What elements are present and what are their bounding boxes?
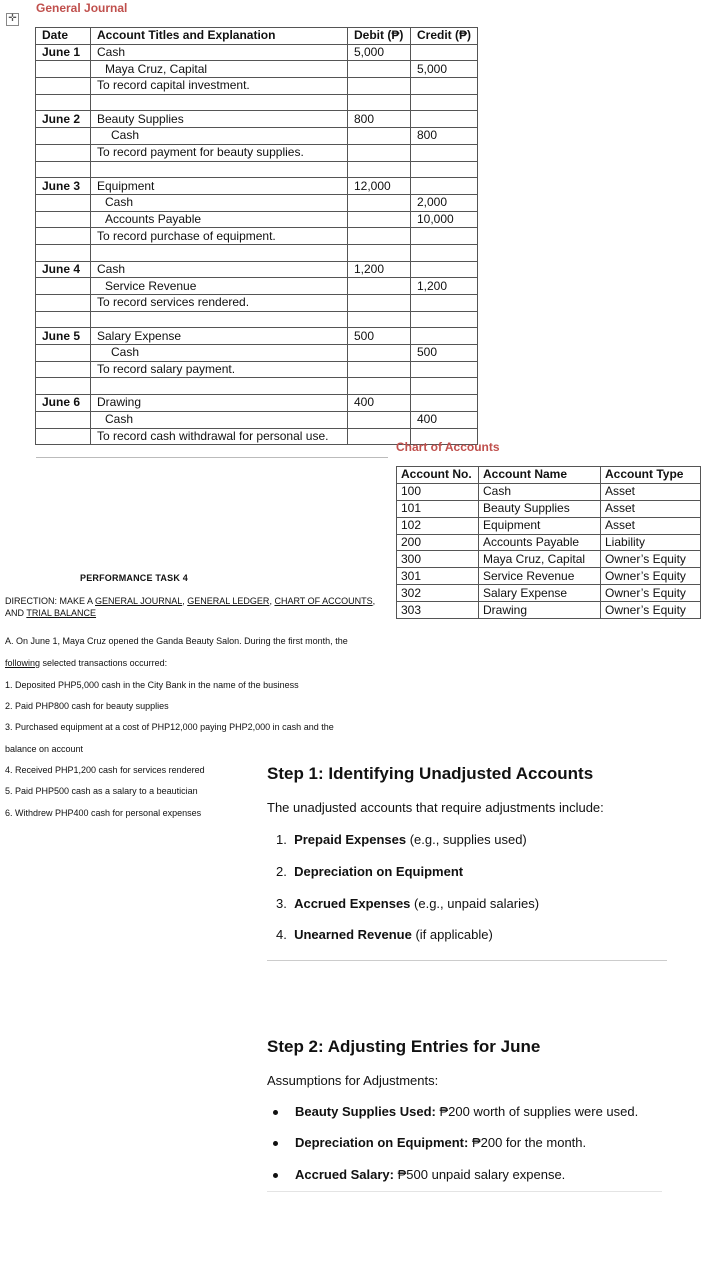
- account-title: Cash: [91, 44, 348, 61]
- bullet-icon: [273, 1141, 278, 1146]
- debit-amount: [348, 128, 411, 145]
- account-type: Asset: [601, 500, 701, 517]
- entry-date: June 6: [36, 395, 91, 412]
- table-row: [36, 144, 478, 161]
- list-item-rest: ₱500 unpaid salary expense.: [394, 1167, 566, 1182]
- account-type: Owner’s Equity: [601, 585, 701, 602]
- account-title: Cash: [91, 194, 348, 211]
- credit-amount: 5,000: [411, 61, 478, 78]
- table-row: [36, 228, 478, 245]
- list-item: [276, 896, 539, 911]
- credit-amount: 800: [411, 128, 478, 145]
- entry-explanation: To record salary payment.: [91, 361, 348, 378]
- credit-amount: 1,200: [411, 278, 478, 295]
- header-debit: Debit (₱): [348, 28, 411, 45]
- list-item-rest: (e.g., unpaid salaries): [410, 896, 540, 911]
- table-row: [36, 361, 478, 378]
- transaction-6: 6. Withdrew PHP400 cash for personal expenses: [5, 808, 202, 818]
- divider: [267, 1191, 662, 1192]
- table-row: [397, 602, 701, 619]
- entry-date: June 3: [36, 178, 91, 195]
- direction-trial-balance: TRIAL BALANCE: [26, 608, 97, 618]
- transaction-2: 2. Paid PHP800 cash for beauty supplies: [5, 701, 169, 711]
- table-row: [36, 178, 478, 195]
- account-no: 100: [397, 483, 479, 500]
- table-row: [36, 61, 478, 78]
- account-type: Asset: [601, 483, 701, 500]
- header-account-type: Account Type: [601, 467, 701, 484]
- general-journal-title: General Journal: [36, 1, 128, 15]
- divider: [267, 960, 667, 961]
- account-title: Beauty Supplies: [91, 111, 348, 128]
- credit-amount: 10,000: [411, 211, 478, 228]
- list-item: [295, 1135, 586, 1150]
- account-title: Service Revenue: [91, 278, 348, 295]
- account-name: Equipment: [479, 517, 601, 534]
- account-no: 303: [397, 602, 479, 619]
- header-account-name: Account Name: [479, 467, 601, 484]
- credit-amount: [411, 44, 478, 61]
- list-number: 2.: [276, 864, 287, 879]
- direction-general-journal: GENERAL JOURNAL: [95, 596, 183, 606]
- account-no: 102: [397, 517, 479, 534]
- entry-explanation: To record cash withdrawal for personal use.: [91, 428, 348, 445]
- transaction-3-continued: balance on account: [5, 744, 84, 754]
- entry-explanation: To record payment for beauty supplies.: [91, 144, 348, 161]
- credit-amount: [411, 395, 478, 412]
- debit-amount: 800: [348, 111, 411, 128]
- credit-amount: [411, 111, 478, 128]
- direction-chart-of-accounts: CHART OF ACCOUNTS: [274, 596, 373, 606]
- account-title: Cash: [91, 411, 348, 428]
- credit-amount: 2,000: [411, 194, 478, 211]
- debit-amount: [348, 61, 411, 78]
- table-row: [36, 261, 478, 278]
- performance-task-title: PERFORMANCE TASK 4: [80, 573, 188, 583]
- account-title: Cash: [91, 261, 348, 278]
- debit-amount: 1,200: [348, 261, 411, 278]
- debit-amount: 12,000: [348, 178, 411, 195]
- list-item-bold: Prepaid Expenses: [294, 832, 407, 847]
- table-row: [36, 44, 478, 61]
- direction-text: [5, 595, 375, 619]
- general-journal-table: [35, 27, 478, 445]
- account-name: Salary Expense: [479, 585, 601, 602]
- entry-date: June 2: [36, 111, 91, 128]
- direction-prefix: DIRECTION: MAKE A: [5, 596, 96, 606]
- table-row: [36, 278, 478, 295]
- intro-line-2: [5, 658, 167, 668]
- transaction-5: 5. Paid PHP500 cash as a salary to a beautician: [5, 786, 198, 796]
- account-type: Asset: [601, 517, 701, 534]
- direction-general-ledger: GENERAL LEDGER: [187, 596, 270, 606]
- debit-amount: 5,000: [348, 44, 411, 61]
- list-item-bold: Depreciation on Equipment: [294, 864, 464, 879]
- account-title: Accounts Payable: [91, 211, 348, 228]
- account-title: Cash: [91, 128, 348, 145]
- debit-amount: 500: [348, 328, 411, 345]
- account-no: 101: [397, 500, 479, 517]
- direction-sep: ,: [372, 596, 376, 606]
- account-name: Cash: [479, 483, 601, 500]
- list-item-bold: Accrued Expenses: [294, 896, 411, 911]
- transaction-1: 1. Deposited PHP5,000 cash in the City Bank in the name of the business: [5, 680, 299, 690]
- list-number: 1.: [276, 832, 287, 847]
- account-name: Maya Cruz, Capital: [479, 551, 601, 568]
- table-row: [36, 244, 478, 261]
- table-row: [36, 378, 478, 395]
- account-no: 301: [397, 568, 479, 585]
- list-item-bold: Depreciation on Equipment:: [295, 1135, 469, 1150]
- table-row: [36, 161, 478, 178]
- header-account: Account Titles and Explanation: [91, 28, 348, 45]
- header-date: Date: [36, 28, 91, 45]
- list-item-rest: ₱200 for the month.: [468, 1135, 587, 1150]
- account-title: Equipment: [91, 178, 348, 195]
- step2-assumptions: Assumptions for Adjustments:: [267, 1073, 439, 1088]
- divider: [36, 457, 388, 458]
- table-row: [397, 534, 701, 551]
- debit-amount: [348, 211, 411, 228]
- account-name: Accounts Payable: [479, 534, 601, 551]
- header-credit: Credit (₱): [411, 28, 478, 45]
- header-account-no: Account No.: [397, 467, 479, 484]
- table-row: [397, 517, 701, 534]
- debit-amount: 400: [348, 395, 411, 412]
- entry-explanation: To record capital investment.: [91, 78, 348, 95]
- account-type: Owner’s Equity: [601, 568, 701, 585]
- table-row: [36, 111, 478, 128]
- debit-amount: [348, 411, 411, 428]
- debit-amount: [348, 345, 411, 362]
- transaction-4: 4. Received PHP1,200 cash for services rendered: [5, 765, 205, 775]
- table-header-row: [397, 467, 701, 484]
- account-type: Liability: [601, 534, 701, 551]
- table-row: [36, 78, 478, 95]
- table-row: [36, 328, 478, 345]
- account-title: Drawing: [91, 395, 348, 412]
- intro-following: following: [5, 658, 41, 668]
- table-row: [36, 295, 478, 312]
- entry-explanation: To record purchase of equipment.: [91, 228, 348, 245]
- account-title: Maya Cruz, Capital: [91, 61, 348, 78]
- account-title: Cash: [91, 345, 348, 362]
- list-item-bold: Unearned Revenue: [294, 927, 412, 942]
- table-row: [397, 500, 701, 517]
- account-type: Owner’s Equity: [601, 551, 701, 568]
- entry-date: June 5: [36, 328, 91, 345]
- chart-of-accounts-title: Chart of Accounts: [396, 440, 500, 454]
- table-row: [397, 483, 701, 500]
- direction-sep: ,: [269, 596, 275, 606]
- table-header-row: [36, 28, 478, 45]
- debit-amount: [348, 278, 411, 295]
- step2-heading: Step 2: Adjusting Entries for June: [267, 1037, 541, 1056]
- credit-amount: [411, 328, 478, 345]
- list-number: 3.: [276, 896, 287, 911]
- step1-intro: The unadjusted accounts that require adjustments include:: [267, 800, 604, 815]
- table-move-handle-icon[interactable]: ✛: [6, 13, 19, 26]
- credit-amount: 500: [411, 345, 478, 362]
- bullet-icon: [273, 1110, 278, 1115]
- account-title: Salary Expense: [91, 328, 348, 345]
- table-row: [397, 551, 701, 568]
- debit-amount: [348, 194, 411, 211]
- account-no: 200: [397, 534, 479, 551]
- entry-explanation: To record services rendered.: [91, 295, 348, 312]
- credit-amount: [411, 178, 478, 195]
- table-row: [36, 94, 478, 111]
- account-type: Owner’s Equity: [601, 602, 701, 619]
- list-item: [276, 864, 463, 879]
- entry-date: June 4: [36, 261, 91, 278]
- table-row: [397, 585, 701, 602]
- table-row: [36, 194, 478, 211]
- credit-amount: 400: [411, 411, 478, 428]
- table-row: [36, 345, 478, 362]
- intro-line-1: A. On June 1, Maya Cruz opened the Ganda Beauty Salon. During the first month, the: [5, 636, 348, 646]
- account-no: 302: [397, 585, 479, 602]
- table-row: [36, 395, 478, 412]
- table-row: [397, 568, 701, 585]
- list-item: [276, 832, 527, 847]
- list-item: [295, 1104, 638, 1119]
- bullet-icon: [273, 1173, 278, 1178]
- transaction-3: 3. Purchased equipment at a cost of PHP12,000 paying PHP2,000 in cash and the: [5, 722, 334, 732]
- table-row: [36, 311, 478, 328]
- list-item-rest: ₱200 worth of supplies were used.: [435, 1104, 639, 1119]
- list-item-bold: Beauty Supplies Used:: [295, 1104, 436, 1119]
- list-number: 4.: [276, 927, 287, 942]
- entry-date: June 1: [36, 44, 91, 61]
- table-row: [36, 411, 478, 428]
- chart-of-accounts-table: [396, 466, 701, 619]
- intro-line-2-rest: selected transactions occurred:: [40, 658, 168, 668]
- credit-amount: [411, 261, 478, 278]
- table-row: [36, 128, 478, 145]
- list-item: [276, 927, 493, 942]
- list-item: [295, 1167, 565, 1182]
- table-row: [36, 211, 478, 228]
- account-no: 300: [397, 551, 479, 568]
- direction-sep: ,: [182, 596, 188, 606]
- account-name: Drawing: [479, 602, 601, 619]
- step1-heading: Step 1: Identifying Unadjusted Accounts: [267, 764, 594, 783]
- direction-line2-prefix: AND: [5, 608, 27, 618]
- list-item-bold: Accrued Salary:: [295, 1167, 394, 1182]
- list-item-rest: (if applicable): [411, 927, 493, 942]
- account-name: Service Revenue: [479, 568, 601, 585]
- account-name: Beauty Supplies: [479, 500, 601, 517]
- list-item-rest: (e.g., supplies used): [406, 832, 527, 847]
